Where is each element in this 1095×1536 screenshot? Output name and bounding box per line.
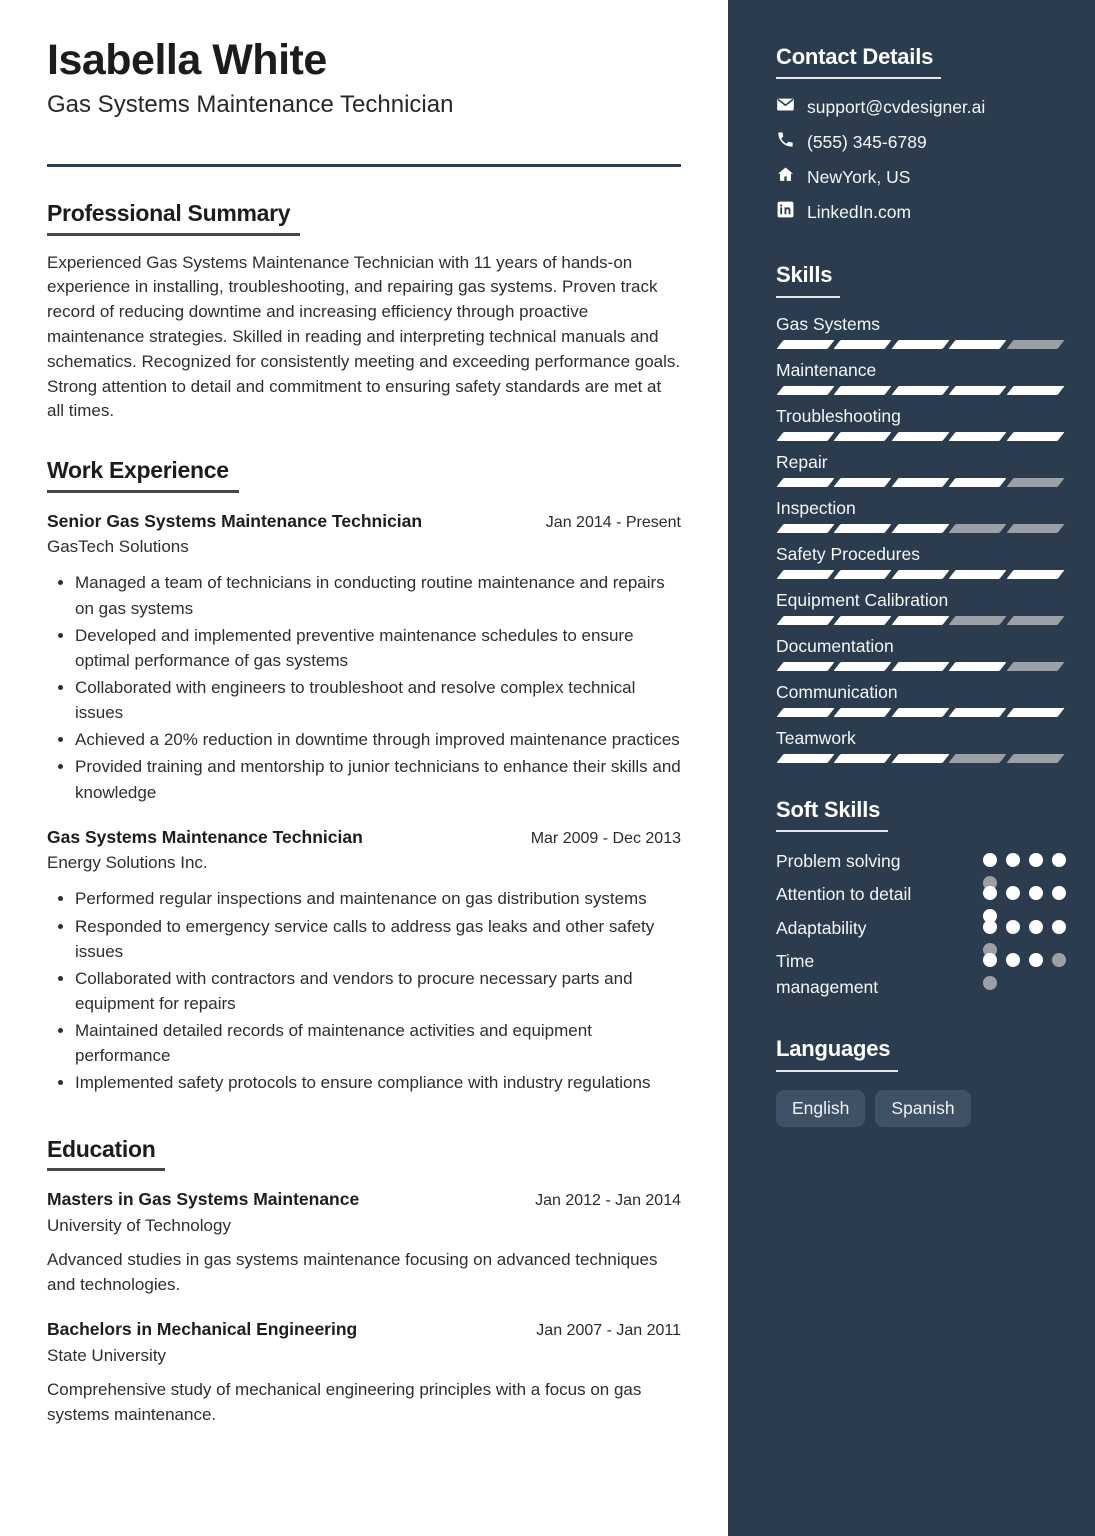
rating-dot: [1052, 920, 1066, 934]
job-bullet: • Performed regular inspections and maintenance on gas distribution systems: [75, 886, 681, 911]
skill-bar-segment: [834, 616, 892, 625]
degree-description: Comprehensive study of mechanical engineering principles with a focus on gas systems maintenance.: [47, 1379, 642, 1424]
experience-heading: Work Experience: [47, 457, 239, 493]
skill-bar-segment: [834, 386, 892, 395]
skill-bar-segment: [834, 432, 892, 441]
job-company: GasTech Solutions: [47, 537, 189, 557]
degree-entry: [47, 1188, 681, 1297]
skill-bar-segment: [834, 524, 892, 533]
degree-title: Bachelors in Mechanical Engineering: [47, 1319, 358, 1340]
linkedin-icon: [776, 200, 795, 224]
skill-level-bar: [776, 524, 1067, 533]
skill-bar-segment: [1006, 340, 1064, 349]
skill-name: Communication: [776, 681, 898, 702]
soft-skill-item: [776, 915, 1067, 941]
skill-bar-segment: [949, 340, 1007, 349]
skill-bar-segment: [949, 432, 1007, 441]
rating-dot: [983, 953, 997, 967]
skill-name: Safety Procedures: [776, 543, 920, 564]
job-bullet: • Responded to emergency service calls to address gas leaks and other safety issues: [75, 914, 681, 964]
skill-bar-segment: [949, 478, 1007, 487]
skill-bar-segment: [1006, 570, 1064, 579]
skill-bar-segment: [891, 616, 949, 625]
rating-dot: [1052, 853, 1066, 867]
job-bullet: • Implemented safety protocols to ensure compliance with industry regulations: [75, 1070, 681, 1095]
section-work-experience: [47, 457, 681, 1095]
soft-skill-name: Attention to detail: [776, 884, 912, 905]
contact-row-linkedin: [776, 200, 1067, 224]
job-entry-header: [47, 510, 681, 534]
email-icon: [776, 95, 795, 119]
summary-text: Experienced Gas Systems Maintenance Technician with 11 years of hands-on experience in installing, troubleshooting, and repairing gas systems. Proven track record of reducing downtime and increasing efficiency through proactive maintenance strategies. Skilled in reading and interpreting technical manuals and schematics. Recognized for consistently meeting and exceeding performance goals. Strong attention to detail and commitment to ensuring safety standards are met at all times.: [47, 252, 681, 421]
skill-bar-segment: [891, 708, 949, 717]
skill-bar-segment: [891, 386, 949, 395]
degree-entry-header: [47, 1318, 681, 1342]
skill-level-bar: [776, 478, 1067, 487]
soft-skill-dots: [983, 920, 1067, 934]
job-entry: [47, 826, 681, 1096]
skill-bar-segment: [1006, 386, 1064, 395]
rating-dot: [983, 853, 997, 867]
skill-bar-segment: [949, 662, 1007, 671]
skill-bar-segment: [891, 524, 949, 533]
skill-bar-segment: [949, 708, 1007, 717]
section-contact-details: [776, 44, 1067, 224]
soft-skill-name: Problem solving: [776, 851, 901, 872]
contact-phone: (555) 345-6789: [807, 131, 927, 152]
contact-email: support@cvdesigner.ai: [807, 96, 986, 117]
skill-level-bar: [776, 662, 1067, 671]
skill-bar-segment: [891, 478, 949, 487]
job-title: Gas Systems Maintenance Technician: [47, 826, 363, 847]
languages-heading: Languages: [776, 1036, 898, 1071]
degree-title: Masters in Gas Systems Maintenance: [47, 1189, 360, 1210]
section-skills: [776, 262, 1067, 762]
skill-bar-segment: [891, 432, 949, 441]
skill-bar-segment: [776, 432, 834, 441]
skill-bar-segment: [949, 754, 1007, 763]
skill-bar-segment: [776, 754, 834, 763]
job-bullet: • Managed a team of technicians in conducting routine maintenance and repairs on gas systems: [75, 570, 681, 620]
skill-item: [776, 404, 1067, 441]
skill-level-bar: [776, 570, 1067, 579]
rating-dot: [1006, 886, 1020, 900]
contact-heading: Contact Details: [776, 44, 941, 79]
skill-level-bar: [776, 708, 1067, 717]
rating-dot: [1029, 920, 1043, 934]
rating-dot: [1029, 886, 1043, 900]
skill-item: [776, 680, 1067, 717]
rating-dot: [1029, 953, 1043, 967]
skill-name: Troubleshooting: [776, 405, 901, 426]
skill-bar-segment: [949, 570, 1007, 579]
skill-bar-segment: [891, 754, 949, 763]
contact-list: [776, 95, 1067, 224]
section-professional-summary: [47, 200, 681, 424]
skill-bar-segment: [891, 570, 949, 579]
skill-item: [776, 634, 1067, 671]
soft-skill-dots: [983, 886, 1067, 900]
skill-bar-segment: [1006, 432, 1064, 441]
skill-bar-segment: [1006, 708, 1064, 717]
language-list: [776, 1090, 1067, 1127]
header-divider: [47, 164, 681, 167]
language-pill: English: [776, 1090, 865, 1127]
rating-dot: [983, 920, 997, 934]
job-bullet: • Provided training and mentorship to junior technicians to enhance their skills and knowledge: [75, 754, 681, 804]
degree-description: Advanced studies in gas systems maintenance focusing on advanced techniques and technologies.: [47, 1249, 658, 1294]
candidate-name: Isabella White: [47, 36, 327, 84]
soft-skill-dots: [983, 853, 1067, 867]
skill-bar-segment: [891, 340, 949, 349]
skill-name: Equipment Calibration: [776, 589, 949, 610]
section-soft-skills: [776, 797, 1067, 1001]
soft-skill-list: [776, 848, 1067, 1000]
job-bullet-list: [47, 886, 681, 1095]
skill-item: [776, 450, 1067, 487]
skill-bar-segment: [1006, 754, 1064, 763]
skill-bar-segment: [776, 708, 834, 717]
rating-dot: [1052, 886, 1066, 900]
skill-bar-segment: [949, 524, 1007, 533]
skill-bar-segment: [776, 662, 834, 671]
skill-bar-segment: [834, 708, 892, 717]
degree-entry-header: [47, 1188, 681, 1212]
soft-skill-name: Adaptability: [776, 917, 867, 938]
skill-bar-segment: [1006, 662, 1064, 671]
degree-school: State University: [47, 1346, 167, 1366]
skill-bar-segment: [776, 616, 834, 625]
skills-heading: Skills: [776, 262, 840, 297]
job-bullet-list: [47, 570, 681, 804]
skill-bar-segment: [834, 754, 892, 763]
rating-dot: [1029, 853, 1043, 867]
skill-level-bar: [776, 616, 1067, 625]
degree-dates: Jan 2012 - Jan 2014: [535, 1192, 681, 1210]
skill-bar-segment: [776, 570, 834, 579]
soft-skill-item: [776, 848, 1067, 874]
resume-sidebar: [728, 0, 1095, 1536]
language-pill: Spanish: [875, 1090, 970, 1127]
skill-name: Gas Systems: [776, 313, 881, 334]
skill-bar-segment: [1006, 524, 1064, 533]
job-title: Senior Gas Systems Maintenance Technician: [47, 510, 423, 531]
section-languages: [776, 1036, 1067, 1126]
skill-level-bar: [776, 432, 1067, 441]
skill-name: Teamwork: [776, 727, 856, 748]
job-bullet: • Maintained detailed records of maintenance activities and equipment performance: [75, 1018, 681, 1068]
contact-row-email: [776, 95, 1067, 119]
job-dates: Mar 2009 - Dec 2013: [530, 829, 681, 847]
home-icon: [776, 165, 795, 189]
skill-bar-segment: [834, 340, 892, 349]
contact-row-phone: [776, 130, 1067, 154]
skill-name: Documentation: [776, 635, 894, 656]
job-bullet: • Developed and implemented preventive maintenance schedules to ensure optimal performance of gas systems: [75, 623, 681, 673]
skill-level-bar: [776, 754, 1067, 763]
skill-name: Maintenance: [776, 359, 877, 380]
skill-bar-segment: [949, 616, 1007, 625]
skill-bar-segment: [1006, 616, 1064, 625]
skill-bar-segment: [949, 386, 1007, 395]
skill-item: [776, 312, 1067, 349]
job-entry-header: [47, 826, 681, 850]
skill-bar-segment: [776, 386, 834, 395]
degree-entry: [47, 1318, 681, 1427]
degree-school: University of Technology: [47, 1215, 231, 1235]
job-entry: [47, 510, 681, 805]
skill-bar-segment: [776, 340, 834, 349]
rating-dot: [1006, 953, 1020, 967]
skill-name: Repair: [776, 451, 828, 472]
rating-dot: [983, 886, 997, 900]
soft-skill-name: Time management: [776, 950, 879, 998]
soft-skill-item: [776, 948, 1067, 1001]
education-heading: Education: [47, 1136, 165, 1172]
skill-bar-segment: [834, 478, 892, 487]
skill-name: Inspection: [776, 497, 856, 518]
skill-bar-segment: [834, 662, 892, 671]
degree-dates: Jan 2007 - Jan 2011: [536, 1322, 681, 1340]
section-education: [47, 1136, 681, 1428]
skill-level-bar: [776, 340, 1067, 349]
job-bullet: • Achieved a 20% reduction in downtime through improved maintenance practices: [75, 727, 681, 752]
skill-item: [776, 496, 1067, 533]
rating-dot: [983, 976, 997, 990]
skill-item: [776, 542, 1067, 579]
skill-bar-segment: [891, 662, 949, 671]
job-dates: Jan 2014 - Present: [545, 513, 681, 531]
rating-dot: [1052, 953, 1066, 967]
skill-item: [776, 726, 1067, 763]
job-bullet: • Collaborated with contractors and vendors to procure necessary parts and equipment for repairs: [75, 966, 681, 1016]
soft-skill-dots: [983, 953, 1067, 967]
skill-list: [776, 312, 1067, 763]
contact-location: NewYork, US: [807, 166, 911, 187]
candidate-job-title: Gas Systems Maintenance Technician: [47, 91, 454, 119]
rating-dot: [1006, 920, 1020, 934]
skill-bar-segment: [776, 524, 834, 533]
phone-icon: [776, 130, 795, 154]
soft-skill-item: [776, 881, 1067, 907]
contact-row-location: [776, 165, 1067, 189]
skill-bar-segment: [834, 570, 892, 579]
contact-linkedin: LinkedIn.com: [807, 201, 912, 222]
skill-item: [776, 358, 1067, 395]
skill-item: [776, 588, 1067, 625]
skill-bar-segment: [1006, 478, 1064, 487]
job-bullet: • Collaborated with engineers to troubleshoot and resolve complex technical issues: [75, 675, 681, 725]
skill-level-bar: [776, 386, 1067, 395]
rating-dot: [1006, 853, 1020, 867]
summary-heading: Professional Summary: [47, 200, 300, 236]
soft-skills-heading: Soft Skills: [776, 797, 888, 832]
skill-bar-segment: [776, 478, 834, 487]
job-company: Energy Solutions Inc.: [47, 853, 208, 873]
